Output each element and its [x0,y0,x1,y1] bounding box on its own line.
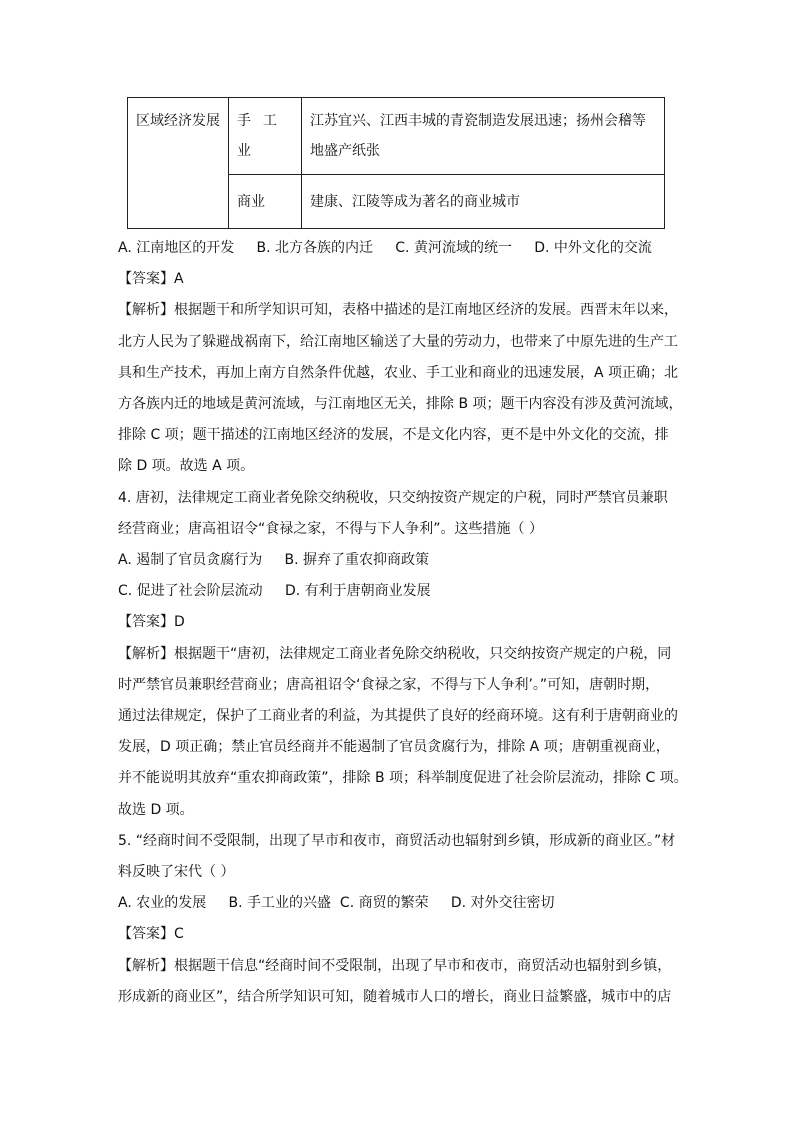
q3-analysis-line: 方各族内迁的地域是黄河流域，与江南地区无关，排除 B 项；题干内容没有涉及黄河流域， [118,396,683,413]
q4-analysis-line: 【解析】根据题干“唐初，法律规定工商业者免除交纳税收，只交纳按资产规定的户税，同 [118,645,672,662]
description-cell: 建康、江陵等成为著名的商业城市 [302,175,665,229]
q5-analysis-line: 形成新的商业区”，结合所学知识可知，随着城市人口的增长，商业日益繁盛，城市中的店 [118,988,672,1005]
option-a: A. 遏制了官员贪腐行为 [118,552,263,569]
q4-analysis-line: 时严禁官员兼职经营商业；唐高祖诏令‘食禄之家，不得与下人争利’。”可知，唐朝时期， [118,676,660,693]
option-c: C. 促进了社会阶层流动 [118,583,263,600]
q5-analysis-line: 【解析】根据题干信息“经商时间不受限制，出现了早市和夜市，商贸活动也辐射到乡镇， [118,957,672,974]
question-content [118,233,688,1013]
q4-options-row [118,545,682,576]
category-cell: 手工业 [229,98,302,175]
q4-stem-line: 4. 唐初，法律规定工商业者免除交纳税收，只交纳按资产规定的户税，同时严禁官员兼职 [118,489,668,506]
q3-analysis-line: 北方人民为了躲避战祸南下，给江南地区输送了大量的劳动力，也带来了中原先进的生产工 [118,333,678,350]
option-a: A. 农业的发展 [118,895,207,912]
q3-analysis-line: 具和生产技术，再加上南方自然条件优越，农业、手工业和商业的迅速发展，A 项正确；北 [118,364,679,381]
option-d: D. 有利于唐朝商业发展 [284,583,431,600]
option-a: A. 江南地区的开发 [118,240,235,256]
category-cell: 商业 [229,175,302,229]
q3-analysis-line: 【解析】根据题干和所学知识可知，表格中描述的是江南地区经济的发展。西晋末年以来， [118,302,678,319]
option-b: B. 手工业的兴盛 [228,895,332,912]
q5-stem-line: 料反映了宋代（ ） [118,864,235,881]
option-b: B. 北方各族的内迁 [256,240,374,256]
q5-options [118,888,682,919]
q4-analysis-line: 故选 D 项。 [118,801,194,818]
region-cell: 区域经济发展 [128,98,229,229]
description-cell: 江苏宜兴、江西丰城的青瓷制造发展迅速；扬州会稽等地盛产纸张 [302,98,665,175]
option-b: B. 摒弃了重农抑商政策 [284,552,430,569]
table-row [128,98,665,175]
q3-analysis-line: 排除 C 项；题干描述的江南地区经济的发展，不是文化内容，更不是中外文化的交流，排 [118,427,669,444]
q3-options [118,233,682,264]
option-d: D. 对外交往密切 [450,895,555,912]
q4-analysis-line: 发展，D 项正确；禁止官员经商并不能遏制了官员贪腐行为，排除 A 项；唐朝重视商业， [118,739,670,756]
q4-analysis-line: 并不能说明其放弃“重农抑商政策”，排除 B 项；科举制度促进了社会阶层流动，排除 C 项。 [118,770,688,787]
option-c: C. 商贸的繁荣 [339,895,429,912]
q3-answer: 【答案】A [118,271,184,288]
option-d: D. 中外文化的交流 [534,240,652,256]
q4-analysis-line: 通过法律规定，保护了工商业者的利益，为其提供了良好的经商环境。这有利于唐朝商业的 [118,708,678,725]
q4-stem-line: 经营商业；唐高祖诏令“食禄之家，不得与下人争利”。这些措施（ ） [118,520,543,537]
q5-stem-line: 5. “经商时间不受限制，出现了早市和夜市，商贸活动也辐射到乡镇，形成新的商业区。”材 [118,832,676,849]
economy-table [127,97,665,229]
q5-answer: 【答案】C [118,926,184,943]
q4-options-row [118,576,682,607]
q4-answer: 【答案】D [118,614,185,631]
q3-analysis-line: 除 D 项。故选 A 项。 [118,458,255,475]
option-c: C. 黄河流域的统一 [395,240,512,256]
